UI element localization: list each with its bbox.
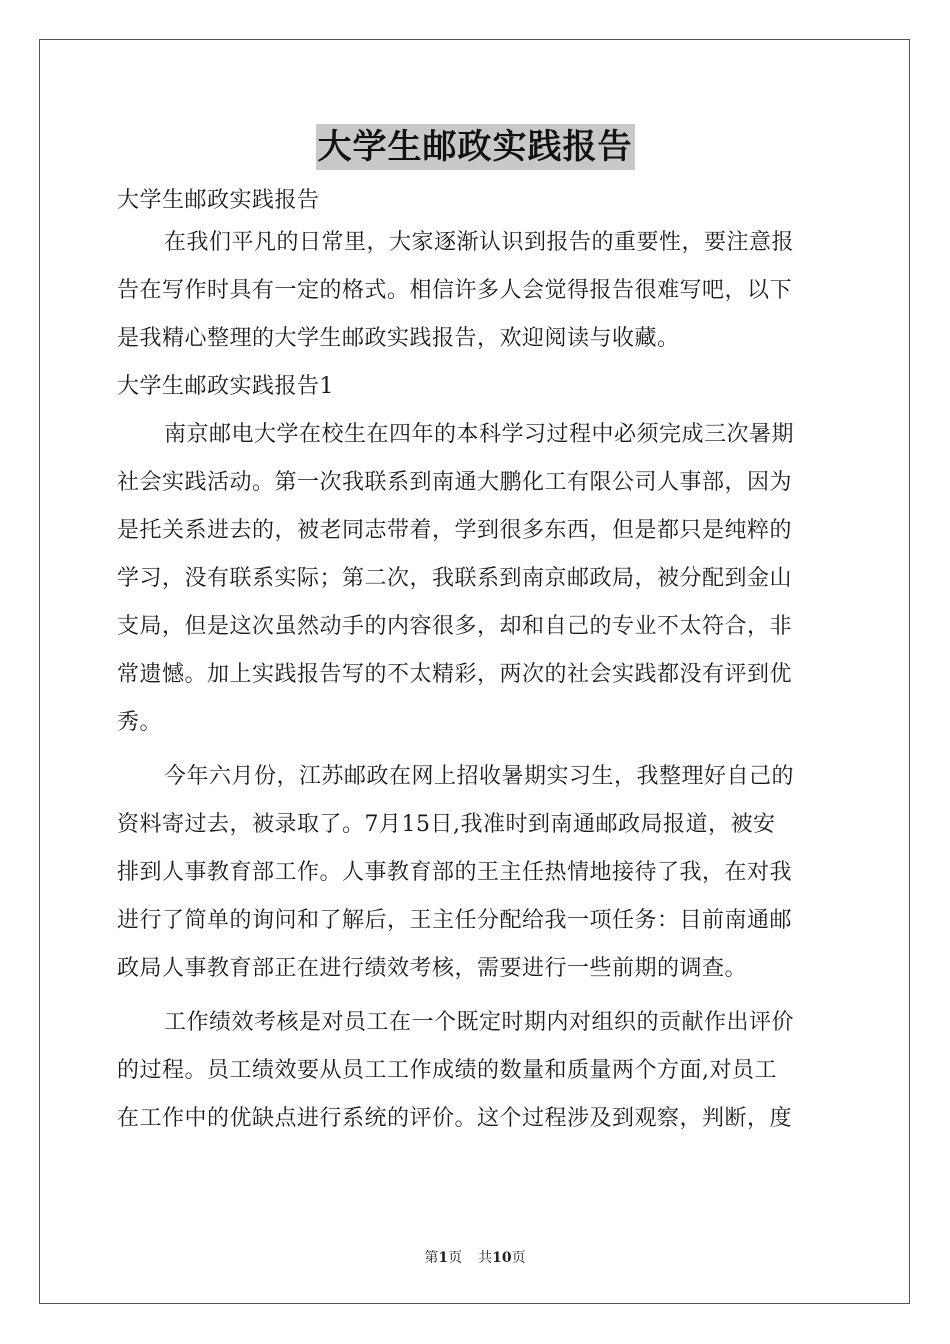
- paragraph-line: 学习，没有联系实际；第二次，我联系到南京邮政局，被分配到金山: [117, 566, 793, 591]
- paragraph-3: [117, 1000, 833, 1144]
- paragraph-line: 工作绩效考核是对员工在一个既定时期内对组织的贡献作出评价: [164, 1010, 795, 1035]
- total-prefix: 共: [478, 1250, 493, 1266]
- paragraph-line: 南京邮电大学在校生在四年的本科学习过程中必须完成三次暑期: [164, 422, 795, 447]
- paragraph-line: 的过程。员工绩效要从员工工作成绩的数量和质量两个方面,对员工: [117, 1058, 777, 1083]
- page-suffix: 页: [448, 1250, 463, 1266]
- paragraph-line: 秀。: [117, 710, 163, 735]
- title-container: [0, 124, 950, 170]
- paragraph-2: [117, 754, 833, 994]
- paragraph-line: 是我精心整理的大学生邮政实践报告，欢迎阅读与收藏。: [117, 326, 680, 351]
- page-current: 1: [438, 1250, 449, 1266]
- paragraph-line: 进行了简单的询问和了解后，王主任分配给我一项任务：目前南通邮: [117, 908, 793, 933]
- paragraph-line: 告在写作时具有一定的格式。相信许多人会觉得报告很难写吧，以下: [117, 278, 793, 303]
- page-total: 10: [492, 1250, 512, 1266]
- paragraph-line: 在我们平凡的日常里，大家逐渐认识到报告的重要性，要注意报: [164, 230, 795, 255]
- paragraph-line: 今年六月份，江苏邮政在网上招收暑期实习生，我整理好自己的: [164, 764, 795, 789]
- intro-paragraph: [117, 220, 833, 364]
- document-subtitle: 大学生邮政实践报告: [117, 188, 320, 213]
- page-prefix: 第: [424, 1250, 439, 1266]
- section-heading: 大学生邮政实践报告1: [117, 374, 334, 399]
- paragraph-line: 支局，但是这次虽然动手的内容很多，却和自己的专业不太符合，非: [117, 614, 793, 639]
- paragraph-line: 资料寄过去，被录取了。7月15日,我准时到南通邮政局报道，被安: [117, 812, 776, 837]
- paragraph-line: 排到人事教育部工作。人事教育部的王主任热情地接待了我，在对我: [117, 860, 793, 885]
- page-footer: [0, 1248, 950, 1268]
- paragraph-line: 政局人事教育部正在进行绩效考核，需要进行一些前期的调查。: [117, 956, 748, 981]
- paragraph-line: 是托关系进去的，被老同志带着，学到很多东西，但是都只是纯粹的: [117, 518, 793, 543]
- paragraph-1: [117, 412, 833, 748]
- document-title: 大学生邮政实践报告: [316, 124, 635, 170]
- paragraph-line: 常遗憾。加上实践报告写的不太精彩，两次的社会实践都没有评到优: [117, 662, 793, 687]
- paragraph-line: 社会实践活动。第一次我联系到南通大鹏化工有限公司人事部，因为: [117, 470, 793, 495]
- total-suffix: 页: [511, 1250, 526, 1266]
- document-body: [117, 178, 833, 1144]
- paragraph-line: 在工作中的优缺点进行系统的评价。这个过程涉及到观察，判断，度: [117, 1106, 793, 1131]
